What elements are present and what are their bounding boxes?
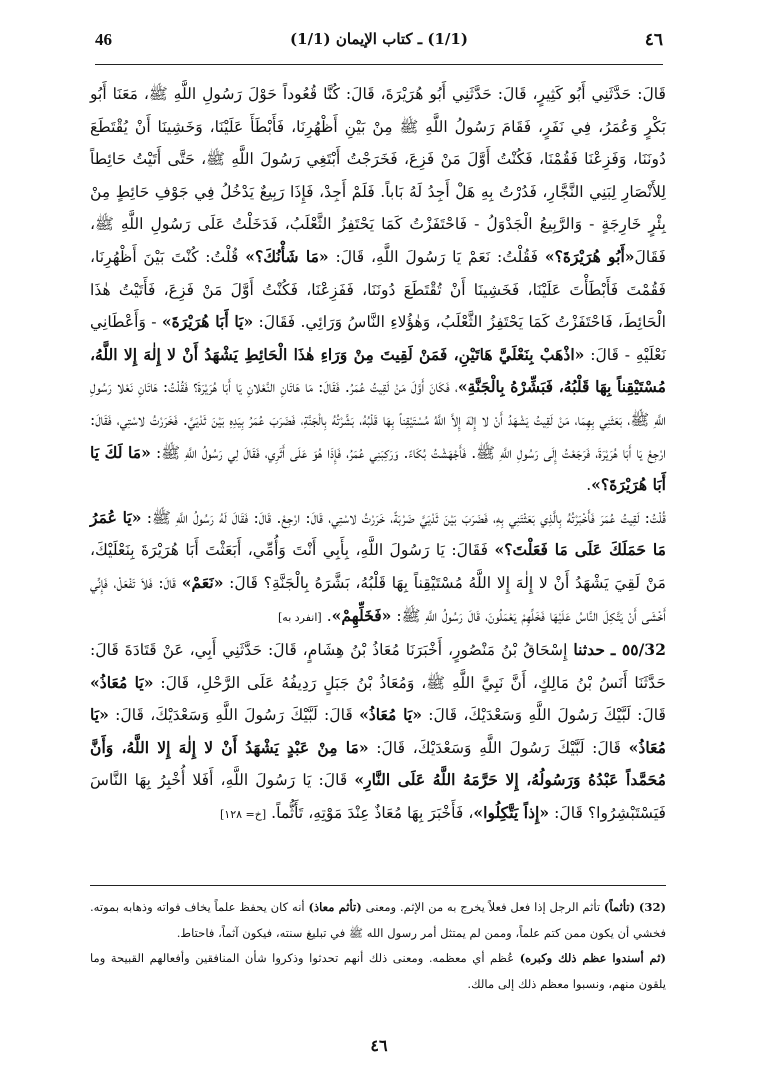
text-run: ، فَأَخْبَرَ بِهَا مُعَاذٌ عِنْدَ مَوْتِهِ، تَأَثُّماً.: [271, 804, 474, 823]
text-run: قَالَ: فَلاَ تَفْعَلْ، فَإِنِّي أَخْشَى أَنْ يَتَّكِلَ النَّاسُ عَلَيْهَا فَخَلِّهِمْ يَعْمَلُونَ، قَالَ رَسُولُ اللَّهِ ﷺ:: [90, 573, 666, 625]
text-run: .: [586, 476, 592, 495]
prophet-speech: «إِذاً يَتَّكِلُوا»: [473, 803, 550, 823]
prophet-speech: «فَخَلِّهِمْ»: [331, 605, 392, 625]
prophet-speech: «يَا أَبَا هُرَيْرَةَ»: [161, 312, 254, 332]
hadith-number: 32/٥٥ ـ: [610, 640, 666, 660]
text-run: .: [326, 606, 332, 625]
footnote-term: (تأثماً): [603, 900, 636, 914]
footnote-text: عُظم أي معظمه. ومعنى ذلك أنهم تحدثوا وذكروا شأن المنافقين وأفعالهم القبيحة وما يلقون منهم، ونسبوا معظم ذلك إلى مالك.: [90, 951, 666, 991]
text-run: قَالَ: لَبَّيْكَ رَسُولَ اللَّهِ وَسَعْدَيْكَ، قَالَ:: [428, 706, 666, 725]
text-run: قَالَ: لَبَّيْكَ رَسُولَ اللَّهِ وَسَعْدَيْكَ، قَالَ:: [115, 706, 353, 725]
hadith-paragraph-3: [90, 634, 666, 832]
footnote-number: (32): [638, 900, 667, 914]
footnote-term: (تأثم معاذ): [308, 900, 362, 914]
running-title: (1/1) ـ كتاب الإيمان (1/1): [290, 30, 468, 48]
text-run: قُلْتُ: كُنْتَ بَيْنَ أَظْهُرِنَا، فَقُمْتَ فَأَبْطَأْتَ عَلَيْنَا، فَخَشِينَا أَنْ تُقْتَطَعَ دُونَنَا، فَفَزِعْنَا، فَكُنْتُ أَوَّلَ مَنْ فَزِعَ، فَأَتَيْتُ هٰذَا الْحَائِطَ، فَاحْتَفَزْتُ كَمَا يَحْتَفِزُ الثَّعْلَبُ، وَهٰؤُلاءِ النَّاسُ وَرَائِي. فَقَالَ:: [90, 247, 666, 332]
text-run: قَالَ: لَبَّيْكَ رَسُولَ اللَّهِ وَسَعْدَيْكَ، قَالَ:: [376, 738, 621, 757]
footnote-divider: [90, 885, 666, 886]
prophet-speech: «أَبُو هُرَيْرَةَ؟»: [544, 246, 635, 266]
prophet-speech: «يَا عُمَرُ مَا حَمَلَكَ عَلَى مَا فَعَلْتَ؟»: [90, 507, 666, 560]
prophet-speech: «اذْهَبْ بِنَعْلَيَّ هَاتَيْنِ، فَمَنْ لَقِيتَ مِنْ وَرَاءِ هٰذَا الْحَائِطِ يَشْهَدُ أَنْ لا إِلٰهَ إِلا اللَّهُ، مُسْتَيْقِناً بِهَا قَلْبُهُ، فَبَشِّرْهُ بِالْجَنَّةِ»: [90, 344, 667, 397]
header-divider: [95, 64, 663, 65]
hadith-paragraph-2: [90, 502, 666, 634]
footnote-2: [90, 946, 666, 997]
source-note: [خ= ١٢٨]: [220, 808, 267, 822]
text-run: إِسْحَاقُ بْنُ مَنْصُورٍ، أَخْبَرَنَا مُعَاذُ بْنُ هِشَامٍ، قَالَ: حَدَّثَنِي أَبِي، عَنْ قَتَادَةَ قَالَ: حَدَّثَنَا أَنَسُ بْنُ مَالِكٍ، أَنَّ نَبِيَّ اللَّهِ ﷺ، وَمُعَاذُ بْنُ جَبَلٍ رَدِيفُهُ عَلَى الرَّحْلِ، قَالَ:: [90, 641, 666, 692]
prophet-speech: «مَا شَأْنُكَ؟»: [245, 246, 329, 266]
text-run: قَالَ: حَدَّثَنِي أَبُو كَثِيرٍ، قَالَ: حَدَّثَنِي أَبُو هُرَيْرَةَ، قَالَ: كُنَّا قُعُوداً حَوْلَ رَسُولِ اللَّهِ ﷺ، مَعَنَا أَبُو بَكْرٍ وَعُمَرُ، فِي نَفَرٍ، فَقَامَ رَسُولُ اللَّهِ ﷺ مِنْ بَيْنِ أَظْهُرِنَا، فَأَبْطَأَ عَلَيْنَا، وَخَشِينَا أَنْ يُقْتَطَعَ دُونَنَا، وَفَزِعْنَا فَقُمْنَا، فَكُنْتُ أَوَّلَ مَنْ فَزِعَ، فَخَرَجْتُ أَبْتَغِي رَسُولَ اللَّهِ ﷺ، حَتَّى أَتَيْتُ حَائِطاً لِلأَنْصَارِ لِبَنِي النَّجَّارِ، فَدُرْتُ بِهِ هَلْ أَجِدُ لَهُ بَاباً. فَلَمْ أَجِدْ، فَإِذَا رَبِيعٌ يَدْخُلُ فِي جَوْفِ حَائِطٍ مِنْ بِئْرٍ خَارِجَةٍ - وَالرَّبِيعُ الْجَدْوَلُ - فَاحْتَفَزْتُ كَمَا يَحْتَفِزُ الثَّعْلَبُ، فَدَخَلْتُ عَلَى رَسُولِ اللَّهِ ﷺ، فَقَالَ: [90, 85, 666, 266]
text-run: قَالَ: يَا رَسُولَ اللَّهِ، أَفَلا أُخْبِرُ بِهَا النَّاسَ فَيَسْتَبْشِرُوا؟ قَالَ:: [90, 771, 666, 823]
prophet-speech: «يَا مُعَاذُ»: [359, 705, 422, 725]
text-run: - وَأَعْطَانِي نَعْلَيْهِ - قَالَ:: [90, 313, 666, 364]
footnotes: [90, 895, 666, 997]
footnote-text: أنه كان يحفظ علماً يخاف فواته وذهابه بموته. فخشي أن يكون ممن كتم علماً، وممن لم يمتثل أمر رسول الله ﷺ في تبليغ سنته، فيكون آثماً، فاحتاط.: [90, 900, 666, 940]
hadith-paragraph-1: [90, 78, 666, 502]
footnote-text: تأثم الرجل إذا فعل فعلاً يخرج به من الإثم. ومعنى: [365, 900, 601, 914]
prophet-speech: «مَا مِنْ عَبْدٍ يَشْهَدُ أَنْ لا إِلٰهَ إِلا اللَّهُ، وَأَنَّ مُحَمَّداً عَبْدُهُ وَرَسُولُهُ، إِلا حَرَّمَهُ اللَّهُ عَلَى النَّارِ»: [90, 737, 666, 790]
page-header: [95, 26, 663, 60]
prophet-speech: «يَا مُعَاذُ»: [90, 672, 154, 692]
footnote-1: [90, 895, 666, 946]
prophet-speech: «يَا مُعَاذُ»: [90, 705, 666, 757]
text-run: قُلْتُ: لَقِيتُ عُمَرَ فَأَخْبَرْتُهُ بِالَّذِي بَعَثْتَنِي بِهِ، فَضَرَبَ بَيْنَ ثَدْيَيَّ ضَرْبَةً، خَرَرْتُ لاسْتِي، قَالَ: ارْجِعْ. قَالَ: فَقَالَ لَهُ رَسُولُ اللَّهِ ﷺ:: [146, 508, 666, 527]
text-run: فَقَالَ: يَا رَسُولَ اللَّهِ، بِأَبِي أَنْتَ وَأُمِّي، أَبَعَثْتَ أَبَا هُرَيْرَةَ بِنَعْلَيْكَ، مَنْ لَقِيَ يَشْهَدُ أَنْ لا إِلٰهَ إِلا اللَّهُ مُسْتَيْقِناً بِهَا قَلْبُهُ، بَشَّرَهُ بِالْجَنَّةِ؟ قَالَ:: [90, 541, 666, 592]
footnote-term: (ثم أسندوا عظم ذلك وكبره): [519, 951, 666, 965]
text-run: ، فَكَانَ أَوَّلَ مَنْ لَقِيتُ عُمَرُ. فَقَالَ: مَا هَاتَانِ النَّعْلانِ يَا أَبَا هُرَيْرَةَ؟ فَقُلْتُ: هَاتَانِ نَعْلا رَسُولِ اللَّهِ ﷺ، بَعَثَنِي بِهِمَا، مَنْ لَقِيتُ يَشْهَدُ أَنْ لا إِلٰهَ إِلاَّ اللَّهُ مُسْتَيْقِناً بِهَا قَلْبُهُ، بَشَّرْتُهُ بِالْجَنَّةِ، فَضَرَبَ عُمَرُ بِيَدِهِ بَيْنَ ثَدْيَيَّ. فَخَرَرْتُ لاسْتِي، فَقَالَ: ارْجِعْ يَا أَبَا هُرَيْرَةَ، فَرَجَعْتُ إِلَى رَسُولِ اللَّهِ ﷺ. فَأَجْهَشْتُ بُكَاءً. وَرَكِبَنِي عُمَرُ، فَإِذَا هُوَ عَلَى أَثَرِي، فَقَالَ لِي رَسُولُ اللَّهِ ﷺ:: [90, 378, 666, 462]
prophet-speech: «مَا لَكَ يَا أَبَا هُرَيْرَةَ؟»: [90, 442, 666, 495]
source-note: [انفرد به]: [278, 610, 322, 624]
page-footer-number: ٤٦: [370, 1036, 388, 1055]
text-run: فَقُلْتُ: نَعَمْ يَا رَسُولَ اللَّهِ، قَالَ:: [335, 247, 539, 266]
main-text: [90, 78, 666, 832]
page-number-arabic: ٤٦: [644, 30, 663, 50]
prophet-speech: «نَعَمْ»: [181, 572, 224, 592]
hadith-lead: حدثنا: [573, 640, 605, 660]
page-number-latin: 46: [95, 30, 112, 49]
